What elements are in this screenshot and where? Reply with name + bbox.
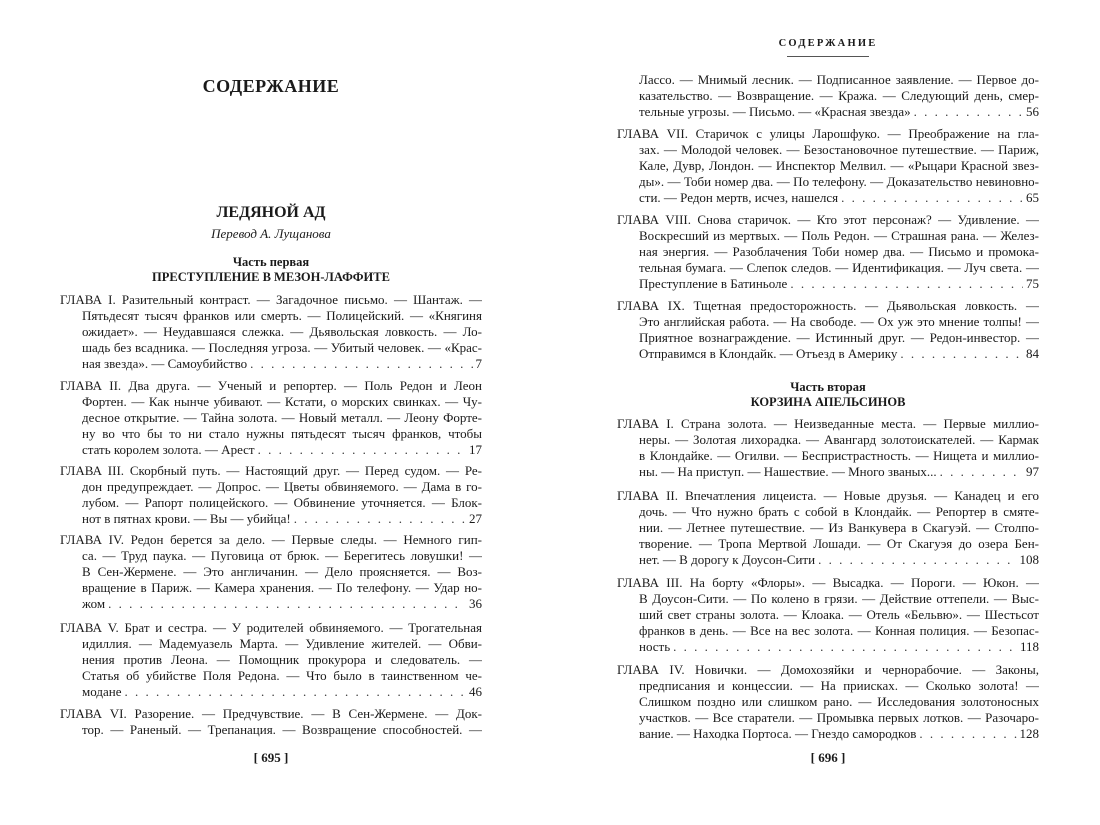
toc-last-line	[60, 511, 482, 527]
toc-line: участков. — Все старатели. — Промывка первых лотков. — Разочаро-	[639, 710, 1039, 725]
part-label: Часть вторая	[790, 380, 866, 394]
page-number: 56	[1026, 104, 1039, 119]
toc-line: идиллия. — Мадемуазель Марта. — Удивление жителей. — Обви-	[82, 636, 482, 651]
toc-line: творение. — Тропа Мертвой Лошади. — От Скагуэя до озера Бен-	[639, 536, 1039, 551]
page-number: 27	[469, 511, 482, 526]
page-number: 128	[1019, 726, 1039, 741]
toc-line: Слишком поздно или слишком рано. — Исследования золотоносных	[639, 694, 1039, 709]
translator-credit: Перевод А. Лущанова	[211, 226, 331, 241]
page-number: 108	[1019, 552, 1039, 567]
leader-dots	[108, 596, 466, 612]
toc-line: са. — Труд паука. — Пуговица от брюк. — Берегитесь ловушки! —	[82, 548, 482, 563]
toc-line: дочь. — Что нужно брать с собой в Клондайк. — Репортер в смяте-	[639, 504, 1039, 519]
page-title: СОДЕРЖАНИЕ	[202, 76, 340, 96]
toc-line: ГЛАВА V. Брат и сестра. — У родителей обвиняемого. — Трогательная	[60, 620, 482, 635]
toc-last-line	[617, 276, 1039, 292]
toc-entry-ch3[interactable]	[60, 463, 482, 527]
toc-line: десное открытие. — Тайна золота. — Новый металл. — Леону Форте-	[82, 410, 482, 425]
toc-last-line	[60, 442, 482, 458]
leader-dots	[900, 346, 1023, 362]
page-number: 118	[1019, 639, 1039, 654]
toc-last-line	[60, 596, 482, 612]
toc-last-line	[617, 552, 1039, 568]
part-title: ПРЕСТУПЛЕНИЕ В МЕЗОН-ЛАФФИТЕ	[152, 270, 390, 284]
toc-line: ны. — На приступ. — Нашествие. — Много званых...	[639, 464, 937, 479]
page-number: 65	[1026, 190, 1039, 205]
toc-entry-ch6-cont[interactable]	[617, 72, 1039, 120]
page-number: 36	[469, 596, 482, 611]
page-number: 75	[1026, 276, 1039, 291]
page-number-folio: [ 695 ]	[253, 750, 289, 765]
toc-line: ну во что бы то ни стало нужны пятьдесят тысяч франков, чтобы	[82, 426, 482, 441]
page-number: 17	[469, 442, 482, 457]
toc-line: лубом. — Рапорт полицейского. — Обвинение уточняется. — Блок-	[82, 495, 482, 510]
leader-dots	[818, 552, 1016, 568]
toc-line: ГЛАВА I. Разительный контраст. — Загадочное письмо. — Шантаж. —	[60, 292, 482, 307]
toc-line: вращение в Париж. — Камера хранения. — По телефону. — Удар но-	[82, 580, 482, 595]
toc-last-line	[617, 464, 1039, 480]
toc-line: предписания и концессии. — На приисках. — Сколько золота! —	[639, 678, 1039, 693]
toc-line: Фортен. — Как нынче убивают. — Кстати, о морских свинках. — Чу-	[82, 394, 482, 409]
leader-dots	[940, 464, 1023, 480]
toc-line: Отправимся в Клондайк. — Отъезд в Америку	[639, 346, 898, 361]
page-number: 7	[475, 356, 482, 371]
toc-entry-p2-ch4[interactable]	[617, 662, 1039, 742]
toc-last-line	[617, 346, 1039, 362]
page-number-folio: [ 696 ]	[810, 750, 846, 765]
toc-line: ная звезда». — Самоубийство	[82, 356, 248, 371]
toc-line: неры. — Золотая лихорадка. — Авангард золотоискателей. — Кармак	[639, 432, 1039, 447]
toc-line: ГЛАВА I. Страна золота. — Неизведанные места. — Первые миллио-	[617, 416, 1039, 431]
page-number: 97	[1026, 464, 1039, 479]
toc-line: ГЛАВА IV. Редон берется за дело. — Первые следы. — Немного гип-	[60, 532, 482, 547]
toc-line: Приятное вознаграждение. — Истинный друг. — Редон-инвестор. —	[639, 330, 1039, 345]
toc-line: нии. — Летнее путешествие. — Из Ванкувера в Скагуэй. — Столпо-	[639, 520, 1039, 535]
toc-line: стать королем золота. — Арест	[82, 442, 255, 457]
toc-line: ГЛАВА VII. Старичок с улицы Ларошфуко. — Преображение на гла-	[617, 126, 1039, 141]
toc-line: Лассо. — Мнимый лесник. — Подписанное заявление. — Первое до-	[639, 72, 1039, 87]
toc-line: ГЛАВА IV. Новички. — Домохозяйки и чернорабочие. — Законы,	[617, 662, 1039, 677]
toc-entry-ch4[interactable]	[60, 532, 482, 612]
toc-last-line	[60, 684, 482, 700]
toc-entry-ch7[interactable]	[617, 126, 1039, 206]
toc-last-line	[617, 639, 1039, 655]
toc-line: вание. — Находка Портоса. — Гнездо самородков	[639, 726, 917, 741]
toc-entry-ch2[interactable]	[60, 378, 482, 458]
toc-entry-ch6[interactable]	[60, 706, 482, 738]
toc-line: ГЛАВА II. Два друга. — Ученый и репортер. — Поль Редон и Леон	[60, 378, 482, 393]
toc-line: Это английская работа. — На свободе. — Ох уж это мнение толпы! —	[639, 314, 1039, 329]
toc-entry-ch9[interactable]	[617, 298, 1039, 362]
toc-line: тор. — Раненый. — Трепанация. — Возвращение способностей. —	[82, 722, 482, 737]
toc-last-line	[617, 726, 1039, 742]
toc-line: тельные угрозы. — Письмо. — «Красная звезда»	[639, 104, 911, 119]
toc-entry-p2-ch2[interactable]	[617, 488, 1039, 568]
leader-dots	[914, 104, 1023, 120]
toc-line: нот в пятнах крови. — Вы — убийца!	[82, 511, 291, 526]
leader-dots	[294, 511, 466, 527]
toc-line: Пятьдесят тысяч франков или смерть. — Полицейский. — «Княгиня	[82, 308, 482, 323]
toc-entry-p2-ch1[interactable]	[617, 416, 1039, 480]
toc-last-line	[617, 190, 1039, 206]
toc-line: зах. — Молодой человек. — Безостановочное путешествие. — Париж,	[639, 142, 1039, 157]
toc-line: ность	[639, 639, 671, 654]
toc-line: ды». — Тоби номер два. — По телефону. — Доказательство невиновно-	[639, 174, 1039, 189]
toc-line: ная энергия. — Разоблачения Тоби номер два. — Письмо и промока-	[639, 244, 1039, 259]
book-title: ЛЕДЯНОЙ АД	[216, 204, 326, 221]
toc-line: В Доусон-Сити. — По колено в грязи. — Действие оттепели. — Выс-	[639, 591, 1039, 606]
toc-line: нения против Леона. — Помощник прокурора и следователь. —	[82, 652, 482, 667]
toc-line: шадь без всадника. — Последняя угроза. — Убитый человек. — «Крас-	[82, 340, 482, 355]
toc-line: ГЛАВА VI. Разорение. — Предчувствие. — В Сен-Жермене. — Док-	[60, 706, 482, 721]
toc-line: ГЛАВА III. Скорбный путь. — Настоящий друг. — Перед судом. — Ре-	[60, 463, 482, 478]
right-page	[617, 0, 1039, 825]
page-number: 46	[469, 684, 482, 699]
toc-line: ГЛАВА IX. Тщетная предосторожность. — Дьявольская ловкость. —	[617, 298, 1039, 313]
toc-line: Воскресший из мертвых. — Поль Редон. — Страшная рана. — Желез-	[639, 228, 1039, 243]
leader-dots	[673, 639, 1017, 655]
left-page	[60, 0, 482, 825]
toc-line: ГЛАВА II. Впечатления лицеиста. — Новые друзья. — Канадец и его	[617, 488, 1039, 503]
toc-line: дон предупреждает. — Допрос. — Цветы обвиняемого. — Дама в го-	[82, 479, 482, 494]
part-title: КОРЗИНА АПЕЛЬСИНОВ	[750, 395, 906, 409]
leader-dots	[841, 190, 1023, 206]
toc-entry-ch1[interactable]	[60, 292, 482, 372]
toc-line: Статья об убийстве Поля Редона. — Что было в таинственном че-	[82, 668, 482, 683]
running-head: СОДЕРЖАНИЕ	[778, 38, 878, 49]
toc-line: ший свет страны золота. — Клоака. — Отель «Бельвю». — Шестьсот	[639, 607, 1039, 622]
toc-line: в Клондайке. — Огилви. — Беспристрастность. — Нищета и миллио-	[639, 448, 1039, 463]
toc-line: Преступление в Батиньоле	[639, 276, 788, 291]
page-number: 84	[1026, 346, 1039, 361]
toc-line: нет. — В дорогу к Доусон-Сити	[639, 552, 816, 567]
toc-last-line	[617, 104, 1039, 120]
toc-line: ожидает». — Неудавшаяся слежка. — Дьявольская ловкость. — Ло-	[82, 324, 482, 339]
running-head-rule	[787, 56, 869, 57]
toc-line: модане	[82, 684, 122, 699]
part-label: Часть первая	[232, 255, 310, 269]
leader-dots	[250, 356, 472, 372]
toc-line: тельная бумага. — Слепок следов. — Идентификация. — Луч света. —	[639, 260, 1039, 275]
leader-dots	[919, 726, 1016, 742]
toc-entry-ch8[interactable]	[617, 212, 1039, 292]
part-heading-first	[60, 255, 482, 285]
toc-line: казательство. — Возвращение. — Кража. — Следующий день, смер-	[639, 88, 1039, 103]
leader-dots	[790, 276, 1023, 292]
toc-line: жом	[82, 596, 106, 611]
toc-line: ГЛАВА III. На борту «Флоры». — Высадка. — Пороги. — Юкон. —	[617, 575, 1039, 590]
toc-line: ГЛАВА VIII. Снова старичок. — Кто этот персонаж? — Удивление. —	[617, 212, 1039, 227]
leader-dots	[258, 442, 466, 458]
toc-last-line	[60, 356, 482, 372]
toc-line: Кале, Дувр, Лондон. — Инспектор Мелвил. — «Рыцари Красной звез-	[639, 158, 1039, 173]
toc-line: В Сен-Жермене. — Это англичанин. — Дело проясняется. — Воз-	[82, 564, 482, 579]
part-heading-second	[617, 380, 1039, 410]
toc-entry-p2-ch3[interactable]	[617, 575, 1039, 655]
toc-line: сти. — Редон мертв, исчез, нашелся	[639, 190, 839, 205]
leader-dots	[124, 684, 466, 700]
toc-entry-ch5[interactable]	[60, 620, 482, 700]
toc-line: франков в день. — Все на вес золота. — Конная полиция. — Безопас-	[639, 623, 1039, 638]
